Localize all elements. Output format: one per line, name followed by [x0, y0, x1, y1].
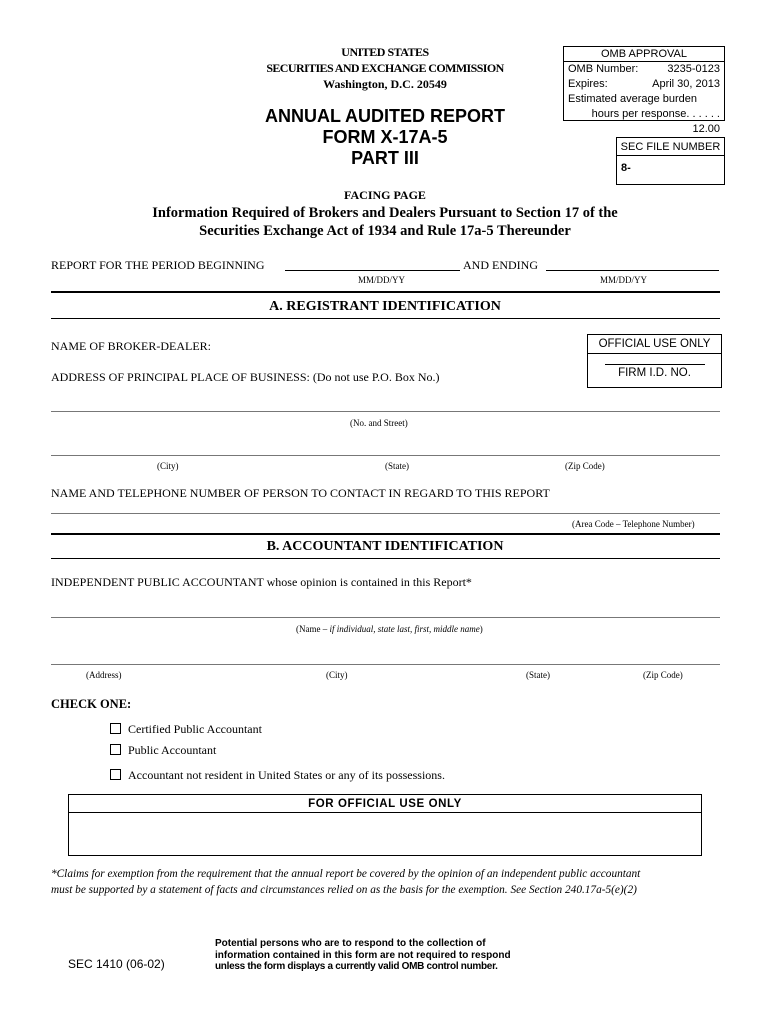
broker-dealer-label: NAME OF BROKER-DEALER: — [51, 339, 212, 353]
contact-label: NAME AND TELEPHONE NUMBER OF PERSON TO CONTACT IN REGARD TO THIS REPORT — [51, 486, 550, 500]
accountant-state-hint: (State) — [526, 670, 550, 680]
omb-expires-value: April 30, 2013 — [652, 78, 720, 90]
street-hint: (No. and Street) — [350, 418, 408, 428]
accountant-label: INDEPENDENT PUBLIC ACCOUNTANT whose opinion is contained in this Report* — [51, 575, 472, 589]
title-line-1: ANNUAL AUDITED REPORT — [264, 106, 505, 126]
subtitle — [60, 204, 710, 240]
accountant-address-input[interactable] — [51, 664, 720, 665]
check-one-label: CHECK ONE: — [51, 697, 132, 711]
checkbox-certified-public-accountant[interactable] — [110, 723, 121, 734]
name-hint-prefix: (Name – — [296, 624, 330, 634]
option-public-accountant: Public Accountant — [128, 743, 217, 757]
contact-input[interactable] — [51, 513, 720, 514]
accountant-address-hint: (Address) — [86, 670, 122, 680]
option-certified-public-accountant: Certified Public Accountant — [128, 722, 262, 736]
checkbox-accountant-not-resident[interactable] — [110, 769, 121, 780]
period-begin-label: REPORT FOR THE PERIOD BEGINNING — [51, 258, 265, 272]
omb-burden-line-2: hours per response. . . . . . 12.00 — [591, 108, 720, 135]
city-state-zip-input[interactable] — [51, 455, 720, 456]
period-end-input[interactable] — [546, 270, 719, 271]
sec-file-number-label: SEC FILE NUMBER — [617, 138, 724, 156]
phone-hint: (Area Code – Telephone Number) — [572, 519, 695, 529]
section-a-rule — [51, 291, 720, 293]
footnote-line-2: must be supported by a statement of facts and circumstances relied on as the basis for the exemption. See Section 240.17a-5(e)(2) — [51, 884, 637, 896]
zip-hint: (Zip Code) — [565, 461, 605, 471]
checkbox-public-accountant[interactable] — [110, 744, 121, 755]
subtitle-line-1: Information Required of Brokers and Dealers Pursuant to Section 17 of the — [152, 205, 618, 221]
exemption-footnote — [51, 866, 751, 898]
accountant-city-hint: (City) — [326, 670, 348, 680]
firm-id-label: FIRM I.D. NO. — [618, 367, 691, 379]
section-a-heading-underline — [51, 318, 720, 319]
omb-notice-line-2: information contained in this form are not required to respond — [215, 949, 511, 961]
period-begin-input[interactable] — [285, 270, 460, 271]
form-code: SEC 1410 (06-02) — [68, 957, 165, 971]
name-hint-italic: if individual, state last, first, middle name — [329, 624, 480, 634]
omb-notice-line-1: Potential persons who are to respond to the collection of — [215, 938, 486, 949]
period-begin-format: MM/DD/YY — [358, 275, 406, 285]
omb-expires-row — [564, 77, 724, 92]
accountant-name-input[interactable] — [51, 617, 720, 618]
omb-notice-line-3: unless the form displays a currently valid OMB control number. — [215, 961, 498, 972]
title-line-2: FORM X-17A-5 — [322, 127, 448, 147]
period-end-label: AND ENDING — [463, 258, 538, 272]
omb-approval-box — [563, 46, 725, 135]
agency-line-1: UNITED STATES — [341, 45, 429, 59]
sec-file-number-box[interactable] — [616, 137, 725, 185]
business-address-label: ADDRESS OF PRINCIPAL PLACE OF BUSINESS: (Do not use P.O. Box No.) — [51, 370, 440, 384]
official-use-label: OFFICIAL USE ONLY — [588, 335, 721, 354]
accountant-name-hint — [296, 624, 483, 634]
firm-id-input[interactable] — [605, 364, 705, 365]
section-b-rule — [51, 533, 720, 535]
footnote-line-1: *Claims for exemption from the requirement that the annual report be covered by the opinion of an independent public accountant — [51, 868, 641, 880]
agency-line-2: SECURITIES AND EXCHANGE COMMISSION — [266, 61, 504, 75]
period-end-format: MM/DD/YY — [600, 275, 648, 285]
omb-burden-line-1: Estimated average burden — [568, 93, 698, 105]
agency-line-3: Washington, D.C. 20549 — [323, 77, 447, 91]
agency-block — [250, 44, 520, 92]
omb-number-row — [564, 62, 724, 77]
street-input[interactable] — [51, 411, 720, 412]
form-title — [240, 106, 530, 169]
accountant-zip-hint: (Zip Code) — [643, 670, 683, 680]
subtitle-line-2: Securities Exchange Act of 1934 and Rule 17a-5 Thereunder — [199, 223, 571, 239]
sec-file-number-value: 8- — [621, 162, 631, 174]
omb-number-label: OMB Number: — [568, 63, 639, 75]
omb-expires-label: Expires: — [568, 78, 608, 90]
official-use-only-box — [68, 794, 702, 856]
option-accountant-not-resident: Accountant not resident in United States or any of its possessions. — [128, 768, 445, 782]
omb-title: OMB APPROVAL — [564, 47, 724, 62]
name-hint-suffix: ) — [479, 624, 483, 634]
official-use-box — [587, 334, 722, 388]
omb-number-value: 3235-0123 — [667, 63, 720, 75]
state-hint: (State) — [385, 461, 409, 471]
section-a-heading: A. REGISTRANT IDENTIFICATION — [269, 299, 501, 314]
city-hint: (City) — [157, 461, 179, 471]
section-b-heading: B. ACCOUNTANT IDENTIFICATION — [266, 539, 504, 554]
title-line-3: PART III — [351, 148, 419, 168]
omb-notice — [215, 938, 560, 973]
facing-page-label: FACING PAGE — [344, 188, 426, 202]
official-use-only-title: FOR OFFICIAL USE ONLY — [69, 795, 701, 813]
section-b-heading-underline — [51, 558, 720, 559]
